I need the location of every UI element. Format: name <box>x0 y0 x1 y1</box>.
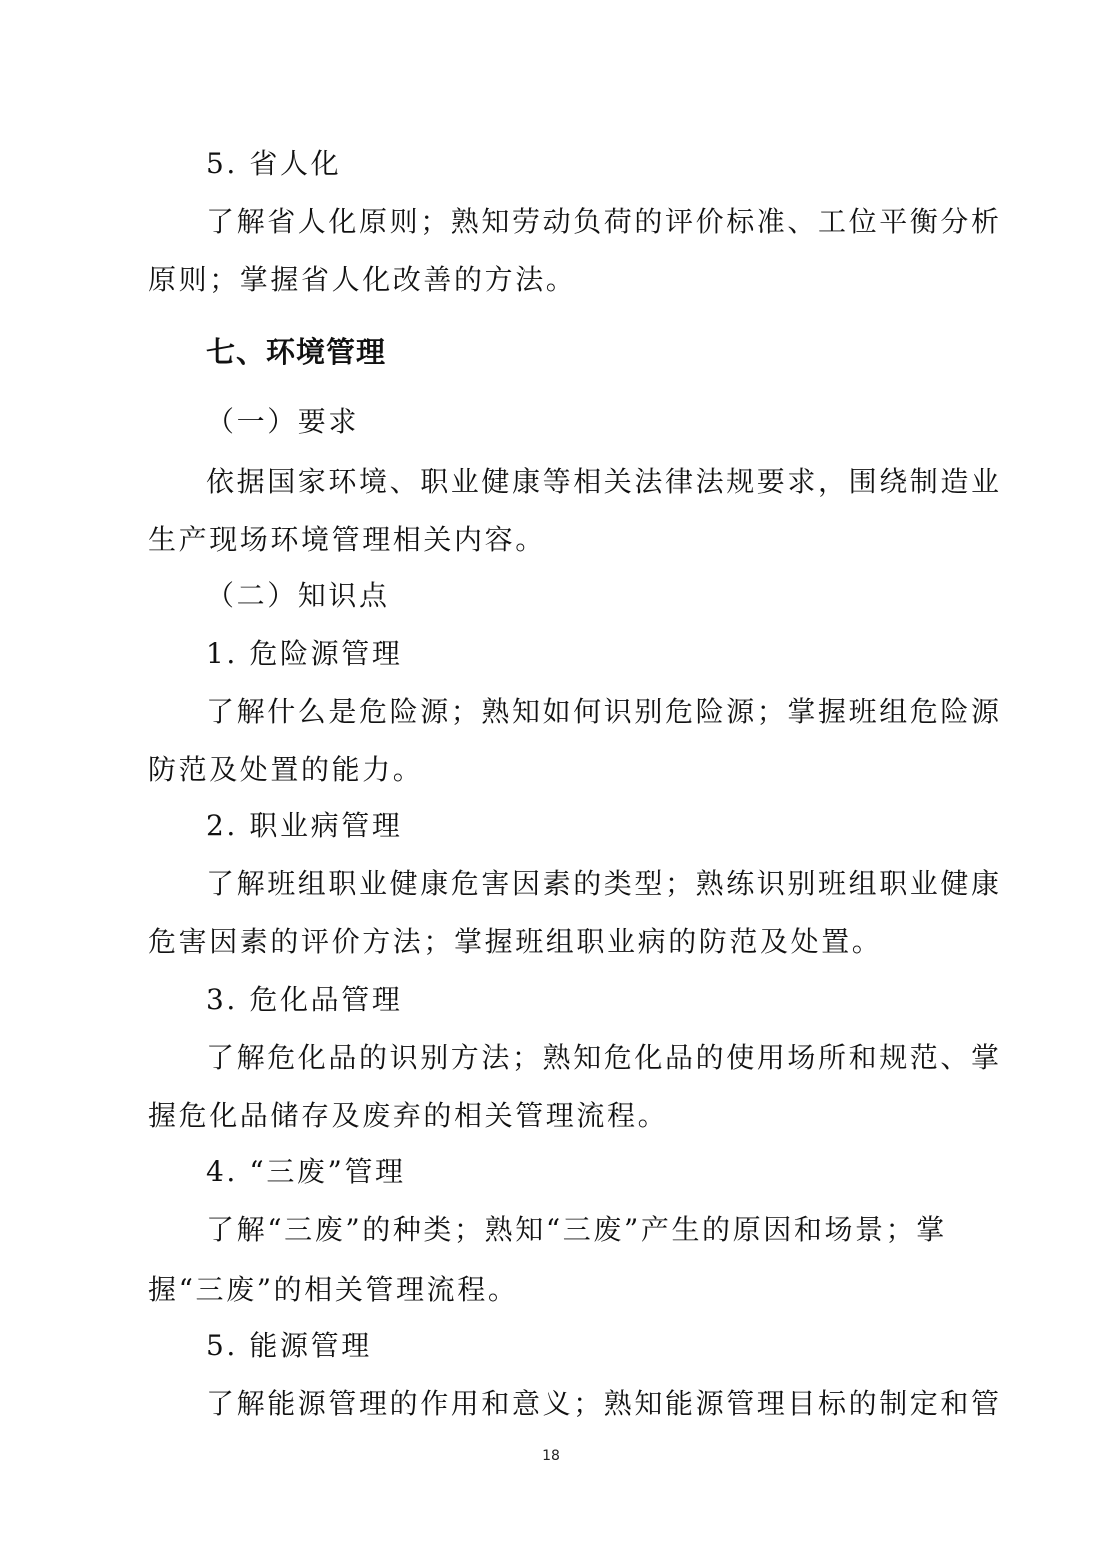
item-heading-5-labor-saving: 5. 省人化 <box>206 147 342 180</box>
paragraph-line: 了解危化品的识别方法；熟知危化品的使用场所和规范、掌 <box>206 1041 1002 1074</box>
paragraph-line: 原则；掌握省人化改善的方法。 <box>148 263 577 296</box>
paragraph-line: 了解班组职业健康危害因素的类型；熟练识别班组职业健康 <box>206 867 1002 900</box>
paragraph-line: 危害因素的评价方法；掌握班组职业病的防范及处置。 <box>148 925 883 958</box>
paragraph-line: 依据国家环境、职业健康等相关法律法规要求，围绕制造业 <box>206 465 1002 498</box>
item-heading-occupational-disease: 2. 职业病管理 <box>206 809 403 842</box>
subsection-heading-knowledge-points: （二）知识点 <box>206 579 390 612</box>
item-heading-hazardous-chemicals: 3. 危化品管理 <box>206 983 403 1016</box>
paragraph-line: 防范及处置的能力。 <box>148 753 424 786</box>
item-heading-hazard-management: 1. 危险源管理 <box>206 637 403 670</box>
paragraph-line: 了解省人化原则；熟知劳动负荷的评价标准、工位平衡分析 <box>206 205 1002 238</box>
paragraph-line: 了解“三废”的种类；熟知“三废”产生的原因和场景；掌 <box>206 1213 947 1246</box>
paragraph-line: 了解什么是危险源；熟知如何识别危险源；掌握班组危险源 <box>206 695 1002 728</box>
subsection-heading-requirements: （一）要求 <box>206 405 360 438</box>
section-heading-environment-management: 七、环境管理 <box>206 335 387 369</box>
paragraph-line: 生产现场环境管理相关内容。 <box>148 523 546 556</box>
paragraph-line: 握“三废”的相关管理流程。 <box>148 1273 519 1306</box>
page-number: 18 <box>542 1448 560 1464</box>
paragraph-line: 握危化品储存及废弃的相关管理流程。 <box>148 1099 669 1132</box>
paragraph-line: 了解能源管理的作用和意义；熟知能源管理目标的制定和管 <box>206 1387 1002 1420</box>
item-heading-three-wastes: 4. “三废”管理 <box>206 1155 406 1188</box>
item-heading-energy-management: 5. 能源管理 <box>206 1329 372 1362</box>
